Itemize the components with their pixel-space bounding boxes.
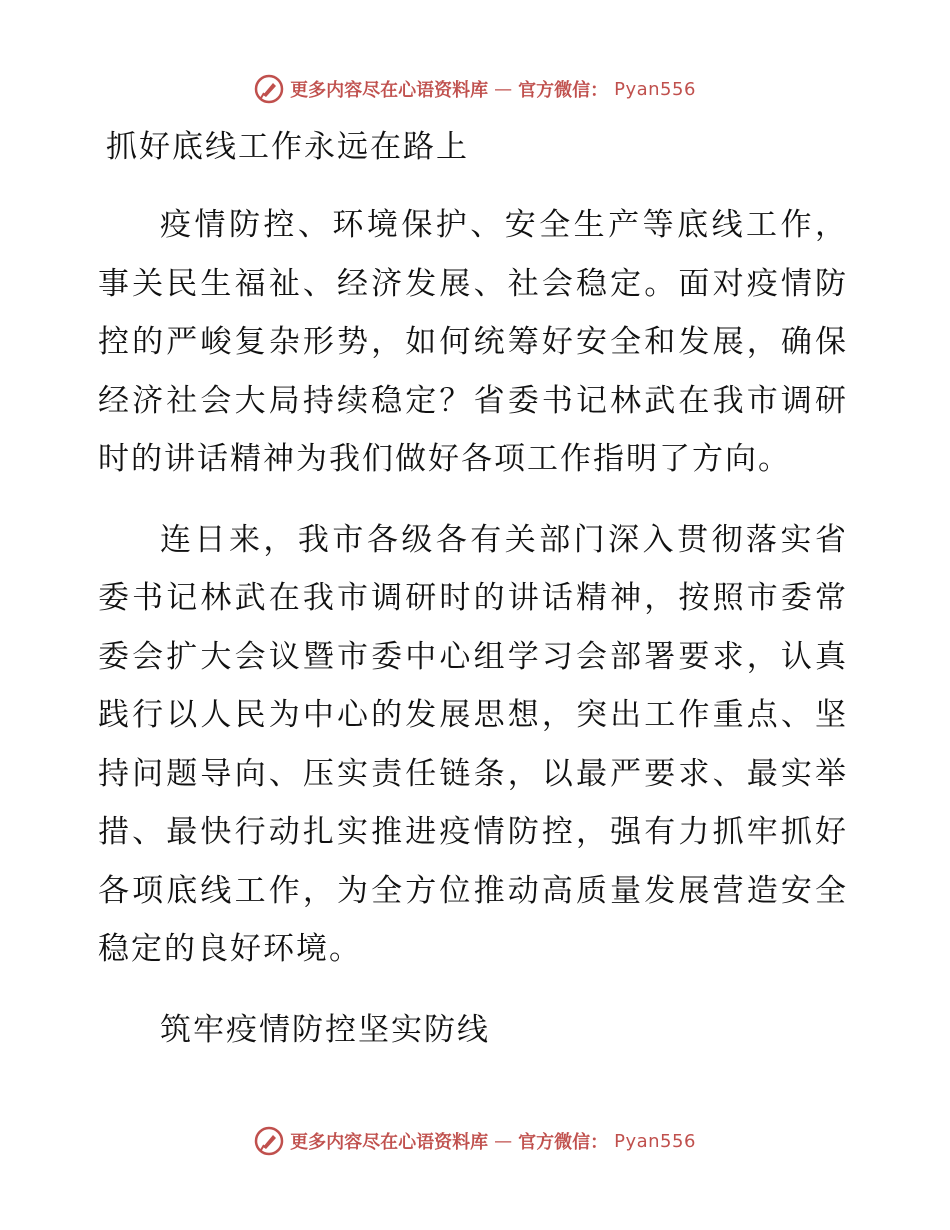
watermark-label: 官方微信： bbox=[518, 80, 609, 101]
pen-nib-logo-icon bbox=[254, 74, 284, 104]
pen-nib-logo-icon bbox=[254, 1126, 284, 1156]
watermark-brand: 更多内容尽在心语资料库 bbox=[290, 80, 489, 101]
watermark-label: 官方微信： bbox=[518, 1132, 609, 1153]
watermark-brand: 更多内容尽在心语资料库 bbox=[290, 1132, 489, 1153]
document-body bbox=[98, 196, 848, 1059]
paragraph-2: 连日来，我市各级各有关部门深入贯彻落实省委书记林武在我市调研时的讲话精神，按照市委常委会扩大会议暨市委中心组学习会部署要求，认真践行以人民为中心的发展思想，突出工作重点、坚持问题导向、压实责任链条，以最严要求、最实举措、最快行动扎实推进疫情防控，强有力抓牢抓好各项底线工作，为全方位推动高质量发展营造安全稳定的良好环境。 bbox=[98, 521, 848, 967]
watermark-account: Pyan556 bbox=[614, 78, 696, 100]
watermark-header bbox=[0, 74, 950, 104]
watermark-separator: — bbox=[494, 78, 513, 100]
document-title: 抓好底线工作永远在路上 bbox=[106, 129, 469, 165]
paragraph-1: 疫情防控、环境保护、安全生产等底线工作，事关民生福祉、经济发展、社会稳定。面对疫情防控的严峻复杂形势，如何统筹好安全和发展，确保经济社会大局持续稳定？省委书记林武在我市调研时的讲话精神为我们做好各项工作指明了方向。 bbox=[98, 207, 848, 477]
watermark-separator: — bbox=[494, 1130, 513, 1152]
section-subheading: 筑牢疫情防控坚实防线 bbox=[160, 1011, 490, 1048]
watermark-account: Pyan556 bbox=[614, 1130, 696, 1152]
watermark-footer bbox=[0, 1126, 950, 1156]
